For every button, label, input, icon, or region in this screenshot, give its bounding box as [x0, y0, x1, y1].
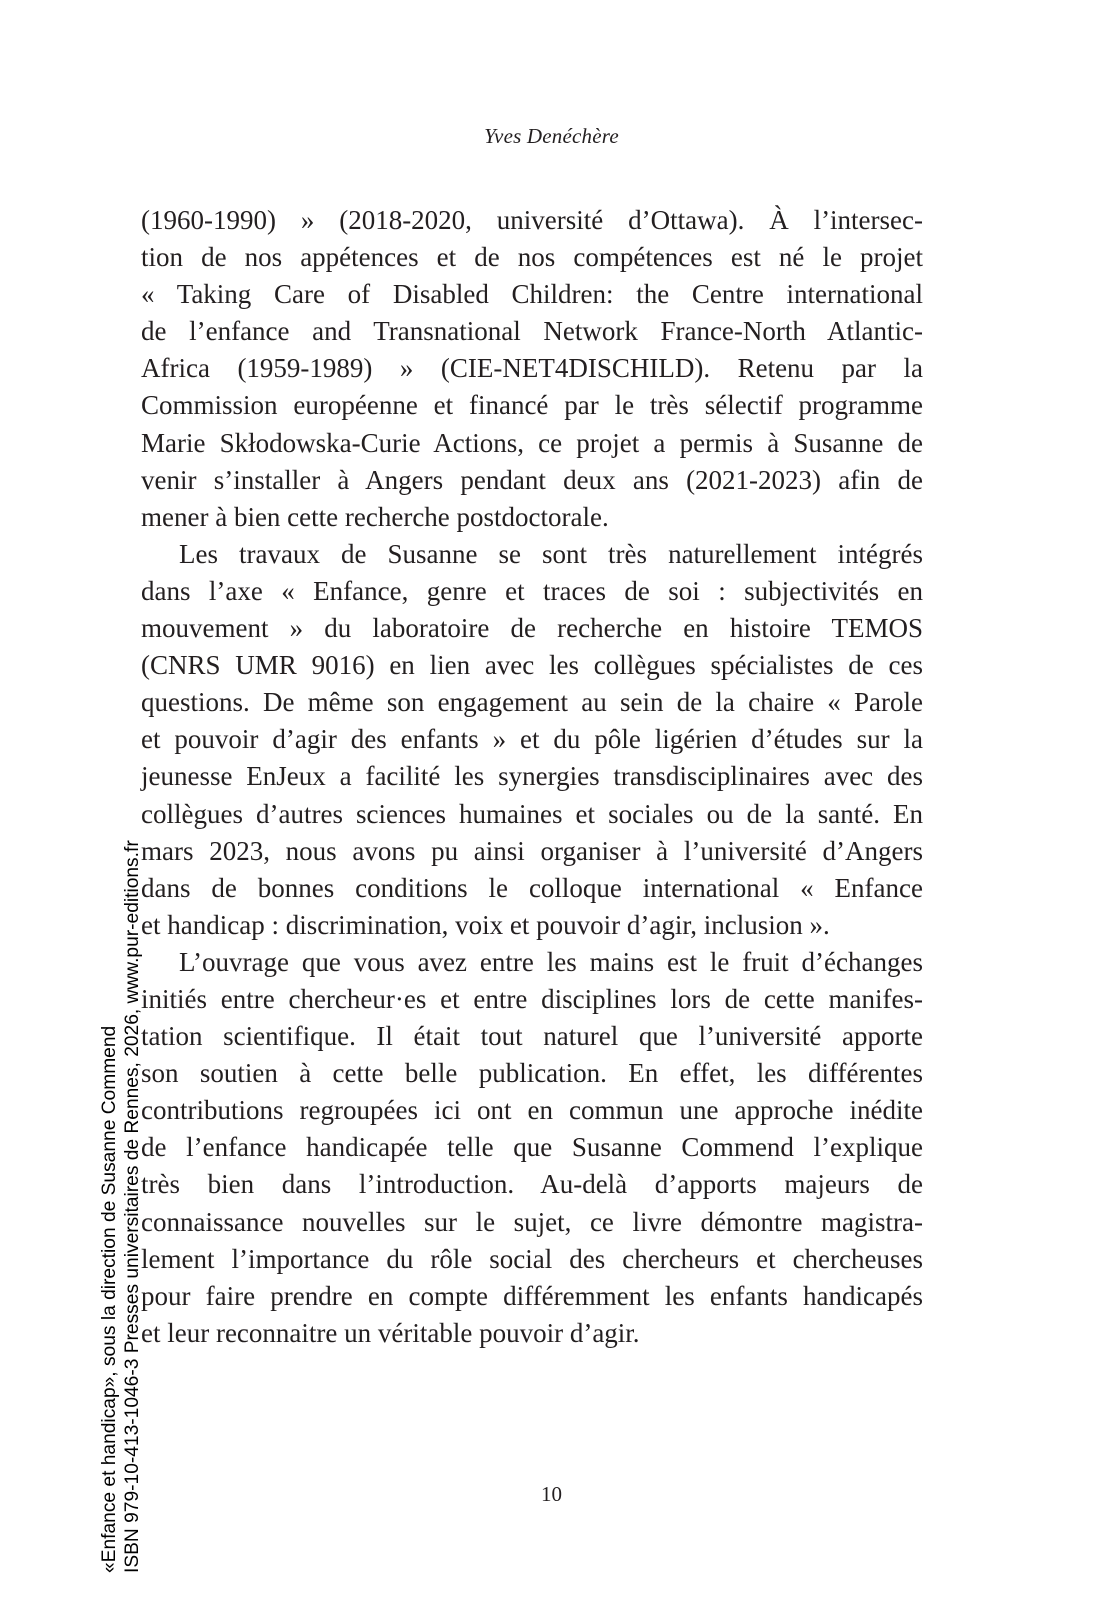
text-line: connaissance nouvelles sur le sujet, ce livre démontre magistra- [141, 1206, 923, 1237]
text-line: de l’enfance and Transnational Network France-North Atlantic- [141, 316, 923, 347]
side-note-line: ISBN 979-10-413-1046-3 Presses universitaires de Rennes, 2026, www.pur-editions.fr [122, 840, 143, 1573]
text-line: initiés entre chercheur·es et entre disciplines lors de cette manifes- [141, 983, 923, 1014]
text-line: Commission européenne et financé par le très sélectif programme [141, 390, 923, 421]
text-line: « Taking Care of Disabled Children: the Centre international [141, 279, 923, 310]
text-line: venir s’installer à Angers pendant deux ans (2021-2023) afin de [141, 464, 923, 495]
text-line: collègues d’autres sciences humaines et sociales ou de la santé. En [141, 798, 923, 829]
text-line: de l’enfance handicapée telle que Susanne Commend l’explique [141, 1132, 923, 1163]
text-line: pour faire prendre en compte différemment les enfants handicapés [141, 1280, 923, 1311]
body-text [141, 202, 923, 1352]
paragraph-start-line: L’ouvrage que vous avez entre les mains est le fruit d’échanges [179, 946, 923, 977]
paragraph-start-line: Les travaux de Susanne se sont très naturellement intégrés [179, 538, 923, 569]
side-note-line: «Enfance et handicap», sous la direction de Susanne Commend [99, 1025, 120, 1573]
text-line: Africa (1959-1989) » (CIE-NET4DISCHILD). Retenu par la [141, 353, 923, 384]
text-line: (1960-1990) » (2018-2020, université d’Ottawa). À l’intersec- [141, 205, 923, 235]
text-line: très bien dans l’introduction. Au-delà d’apports majeurs de [141, 1169, 923, 1200]
text-line: et leur reconnaitre un véritable pouvoir d’agir. [141, 1317, 640, 1348]
text-line: son soutien à cette belle publication. En effet, les différentes [141, 1058, 923, 1089]
text-line: mener à bien cette recherche postdoctorale. [141, 501, 609, 532]
text-line: et pouvoir d’agir des enfants » et du pôle ligérien d’études sur la [141, 724, 923, 755]
text-line: (CNRS UMR 9016) en lien avec les collègues spécialistes de ces [141, 650, 923, 681]
text-line: dans l’axe « Enfance, genre et traces de soi : subjectivités en [141, 575, 923, 606]
text-line: dans de bonnes conditions le colloque international « Enfance [141, 872, 923, 903]
copyright-side-note [98, 840, 144, 1573]
text-line: Marie Skłodowska-Curie Actions, ce projet a permis à Susanne de [141, 427, 923, 458]
text-line: mouvement » du laboratoire de recherche en histoire TEMOS [141, 613, 923, 644]
text-line: jeunesse EnJeux a facilité les synergies transdisciplinaires avec des [141, 761, 923, 792]
text-line: tation scientifique. Il était tout naturel que l’université apporte [141, 1021, 923, 1052]
text-line: lement l’importance du rôle social des chercheurs et chercheuses [141, 1243, 923, 1274]
text-line: tion de nos appétences et de nos compétences est né le projet [141, 242, 923, 273]
text-line: mars 2023, nous avons pu ainsi organiser à l’université d’Angers [141, 835, 923, 866]
page-number: 10 [541, 1482, 562, 1506]
text-line: contributions regroupées ici ont en commun une approche inédite [141, 1095, 923, 1126]
running-head: Yves Denéchère [484, 124, 619, 148]
text-line: et handicap : discrimination, voix et pouvoir d’agir, inclusion ». [141, 909, 830, 940]
text-line: questions. De même son engagement au sein de la chaire « Parole [141, 687, 923, 718]
